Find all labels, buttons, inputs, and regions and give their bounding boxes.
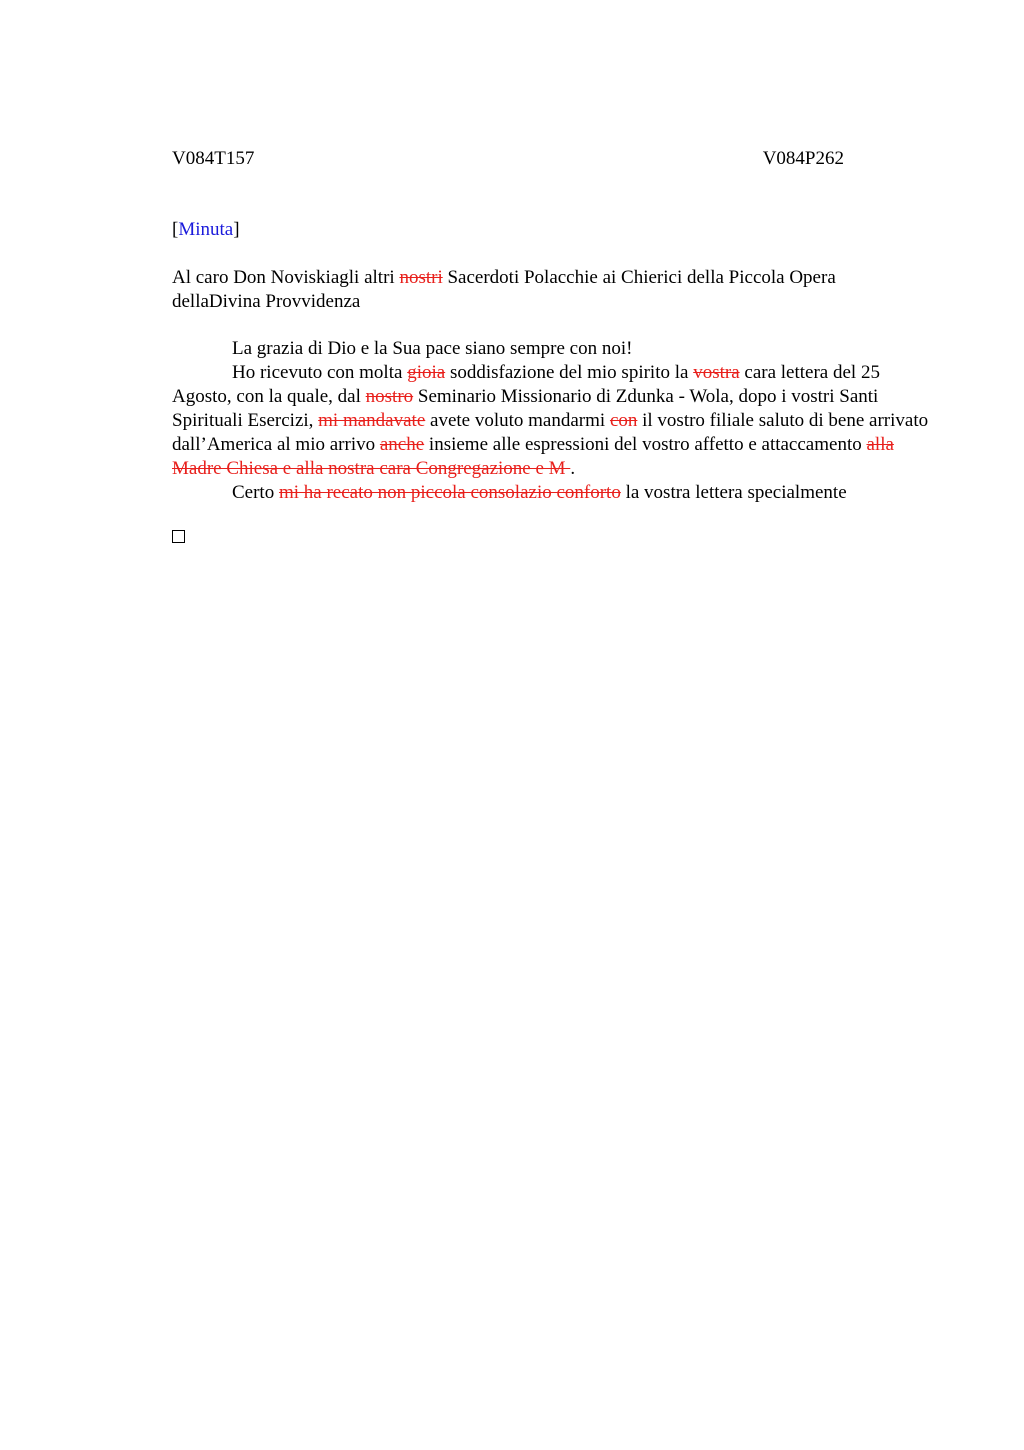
p2-deleted-1: gioia xyxy=(407,362,446,383)
p2-deleted-5: con xyxy=(609,410,638,431)
p2-deleted-7: alla Madre Chiesa e alla nostra cara Congregazione e M xyxy=(172,434,894,479)
p2-text-3: cara lettera del 25 Agosto, con la quale, dal xyxy=(172,362,880,407)
address-deleted-1: nostri xyxy=(399,267,443,288)
minuta-open-bracket: [ xyxy=(172,219,179,240)
greeting-paragraph: La grazia di Dio e la Sua pace siano sempre con noi! xyxy=(232,338,633,359)
address-text-2: Sacerdoti Polacchie ai Chierici della Piccola Opera dellaDivina Provvidenza xyxy=(172,267,836,312)
empty-square-icon xyxy=(172,530,185,543)
minuta-text: Minuta xyxy=(178,219,234,240)
body-paragraph-2 xyxy=(172,481,932,505)
letter-body xyxy=(172,337,932,505)
p2-text-7: insieme alle espressioni del vostro affetto e attaccamento xyxy=(424,434,867,455)
document-code-left: V084T157 xyxy=(172,148,255,169)
body-paragraph-1 xyxy=(172,361,932,481)
p2-text-8: . xyxy=(570,458,576,479)
minuta-close-bracket: ] xyxy=(233,219,240,240)
p2-deleted-6: anche xyxy=(379,434,425,455)
p2-deleted-2: vostra xyxy=(693,362,740,383)
p2-text-5: avete voluto mandarmi xyxy=(425,410,610,431)
p2-text-2: soddisfazione del mio spirito la xyxy=(445,362,694,383)
address-text-1: Al caro Don Noviskiagli altri xyxy=(172,267,400,288)
p3-deleted-1: mi ha recato non piccola consolazio conforto xyxy=(278,482,621,503)
letter-address xyxy=(172,266,912,314)
p2-text-1: Ho ricevuto con molta xyxy=(232,362,408,383)
p3-text-1: Certo xyxy=(232,482,279,503)
p2-deleted-3: nostro xyxy=(365,386,414,407)
p3-text-2: la vostra lettera specialmente xyxy=(620,482,847,503)
p2-deleted-4: mi mandavate xyxy=(318,410,426,431)
minuta-label xyxy=(172,218,240,242)
p2-text-6: il vostro filiale saluto di bene arrivato dall’America al mio arrivo xyxy=(172,410,929,455)
p2-text-4: Seminario Missionario di Zdunka - Wola, dopo i vostri Santi Spirituali Esercizi, xyxy=(172,386,879,431)
document-code-right: V084P262 xyxy=(762,148,844,169)
